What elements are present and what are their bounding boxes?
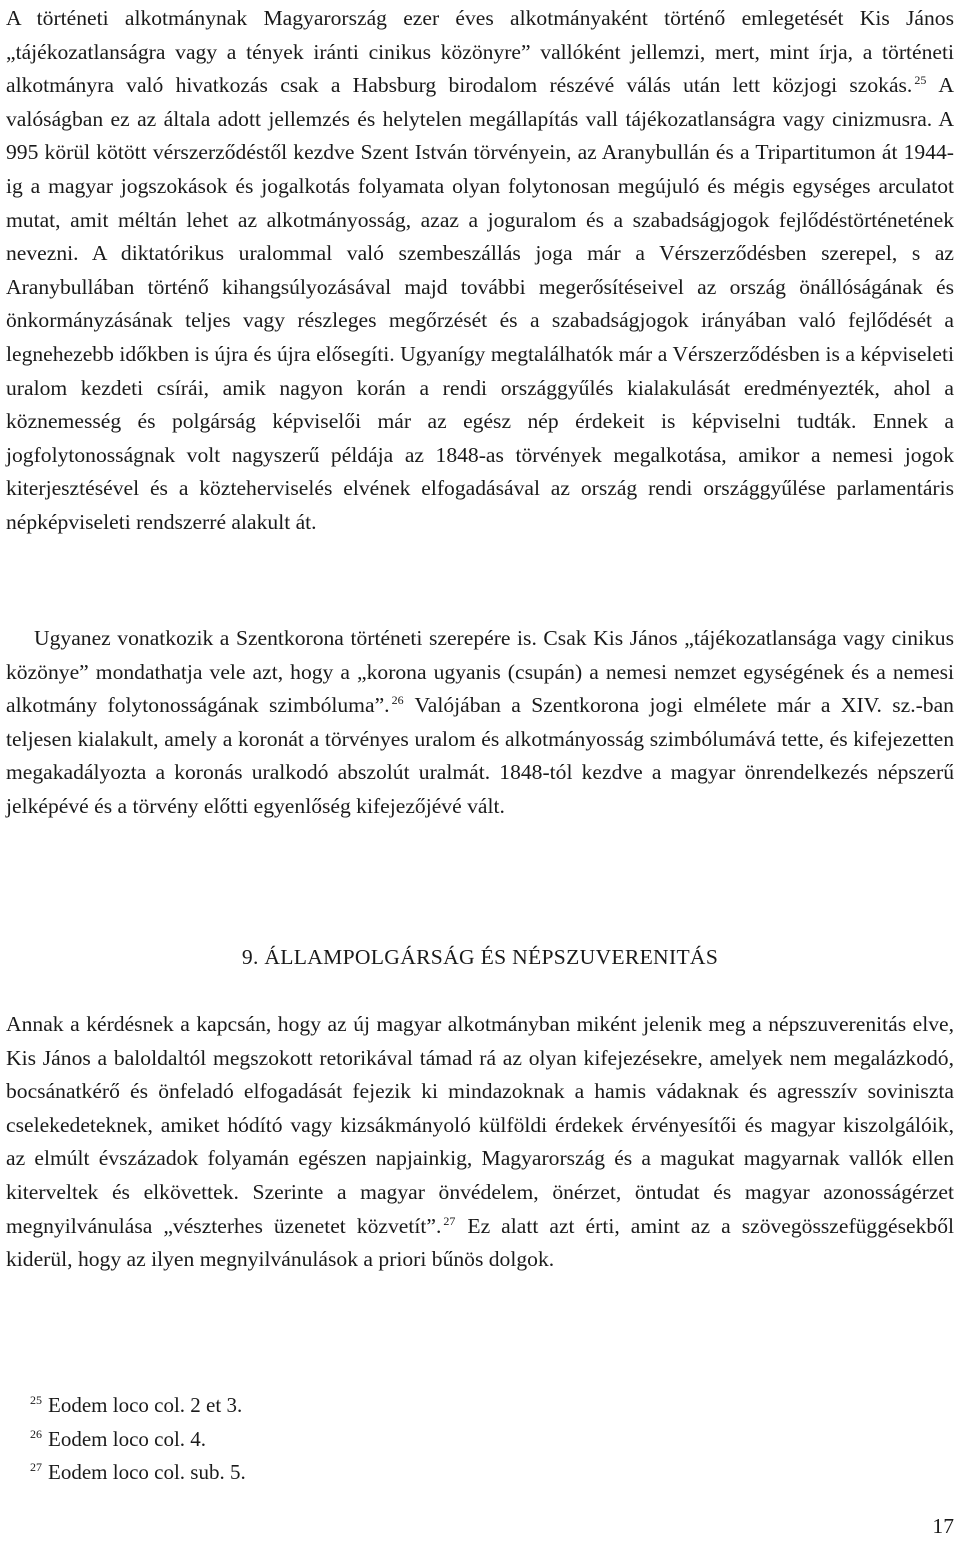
- footnote-text: Eodem loco col. sub. 5.: [48, 1460, 246, 1484]
- footnote-26: 26 Eodem loco col. 4.: [30, 1426, 207, 1451]
- footnote-ref-25[interactable]: 25: [914, 73, 927, 88]
- body-paragraph-1: [6, 2, 954, 540]
- section-heading: 9. ÁLLAMPOLGÁRSÁG ÉS NÉPSZUVERENITÁS: [241, 945, 719, 969]
- page-number: 17: [932, 1514, 954, 1538]
- footnote-27: 27 Eodem loco col. sub. 5.: [30, 1460, 246, 1484]
- footnote-text: Eodem loco col. 4.: [48, 1426, 207, 1451]
- footnote-ref-27[interactable]: 27: [443, 1213, 456, 1228]
- footnote-25: 25 Eodem loco col. 2 et 3.: [30, 1393, 243, 1417]
- paragraph-1-text-b: A valóságban ez az általa adott jellemzés és helytelen megállapítás vall tájékozatlanságra vagy cinizmusra. A 995 körül kötött vérszerződéstől kezdve Szent István törvényein, az Aranybullán és a Tripartitumon át 1944-ig a magyar jogszokások és jogalkotás folyamata olyan folytonosan megújuló és mégis egységes arculatot mutat, amit méltán lehet az alkotmányosság, azaz a joguralom és a szabadságjogok fejlődéstörténetének nevezni. A diktatórikus uralommal való szembeszállás joga már a Vérszerződésben szerepel, s az Aranybullában történő kihangsúlyozásával majd további megerősítéseivel az ország önállóságának és önkormányzásának teljes vagy részleges megőrzését és a szabadságjogok irányában való fejlődését a legnehezebb időkben is újra és újra elősegíti. Ugyanígy megtalálhatók már a Vérszerződésben is a képviseleti uralom kezdeti csírái, amik nagyon korán a rendi országgyűlés kialakulását eredményezték, ahol a köznemesség és polgárság képviselői már az egész nép érdekeit is képviselni tudták. Ennek a jogfolytonosságnak volt nagyszerű példája az 1848-as törvények megalkotása, amikor a nemesi jogok kiterjesztésével és a közteherviselés elvének elfogadásával az ország rendi országgyűlése parlamentáris népképviseleti rendszerré alakult át.: [6, 73, 954, 534]
- footnotes: [30, 1389, 630, 1490]
- paragraph-2-text-a: Ugyanez vonatkozik a Szentkorona történeti szerepére is. Csak Kis János „tájékozatlansága vagy cinikus közönye” mondathatja vele azt, hogy a „korona ugyanis (csupán) a nemesi nemzet egységének és a nemesi alkotmány folytonosságának szimbóluma”.: [6, 626, 954, 718]
- body-paragraph-2: [6, 622, 954, 824]
- body-paragraph-3: [6, 1008, 954, 1277]
- paragraph-3-text-b: Ez alatt azt érti, amint az a szövegösszefüggésekből kiderül, hogy az ilyen megnyilvánulások a priori bűnös dolgok.: [6, 1213, 954, 1272]
- paragraph-3-text-a: Annak a kérdésnek a kapcsán, hogy az új magyar alkotmányban miként jelenik meg a népszuverenitás elve, Kis János a baloldaltól megszokott retorikával támad rá az olyan kifejezésekre, amelyek nem megalázkodó, bocsánatkérő és önfeladó elfogadását fejezik ki mindazoknak a hamis vádaknak és agresszív soviniszta cselekedeteknek, amiket hódító vagy kizsákmányoló külföldi érdekek érvényesítői és magyar kiszolgálóik, az elmúlt évszázadok folyamán egészen napjainkig, Magyarország és a magukat magyarnak vallók ellen kiterveltek és elkövettek. Szerinte a magyar önvédelem, önérzet, öntudat és magyar azonosságérzet megnyilvánulása „vészterhes üzenetet közvetít”.: [6, 1012, 954, 1238]
- document-page: [6, 0, 956, 1543]
- footnote-text: Eodem loco col. 2 et 3.: [48, 1393, 243, 1417]
- paragraph-1-text-a: A történeti alkotmánynak Magyarország ezer éves alkotmányaként történő emlegetését Kis János „tájékozatlanságra vagy a tények iránti cinikus közönyre” vallóként jellemzi, mert, mint írja, a történeti alkotmányra való hivatkozás csak a Habsburg birodalom részévé válás után lett közjogi szokás.: [6, 6, 954, 98]
- paragraph-2-text-b: Valójában a Szentkorona jogi elmélete már a XIV. sz.-ban teljesen kialakult, amely a koronát a törvényes uralom és alkotmányosság szimbólumává tette, és kifejezetten megakadályozta a koronás uralkodó abszolút uralmát. 1848-tól kezdve a magyar önrendelkezés népszerű jelképévé és a törvény előtti egyenlőség kifejezőjévé vált.: [6, 693, 954, 818]
- footnote-ref-26[interactable]: 26: [391, 693, 404, 708]
